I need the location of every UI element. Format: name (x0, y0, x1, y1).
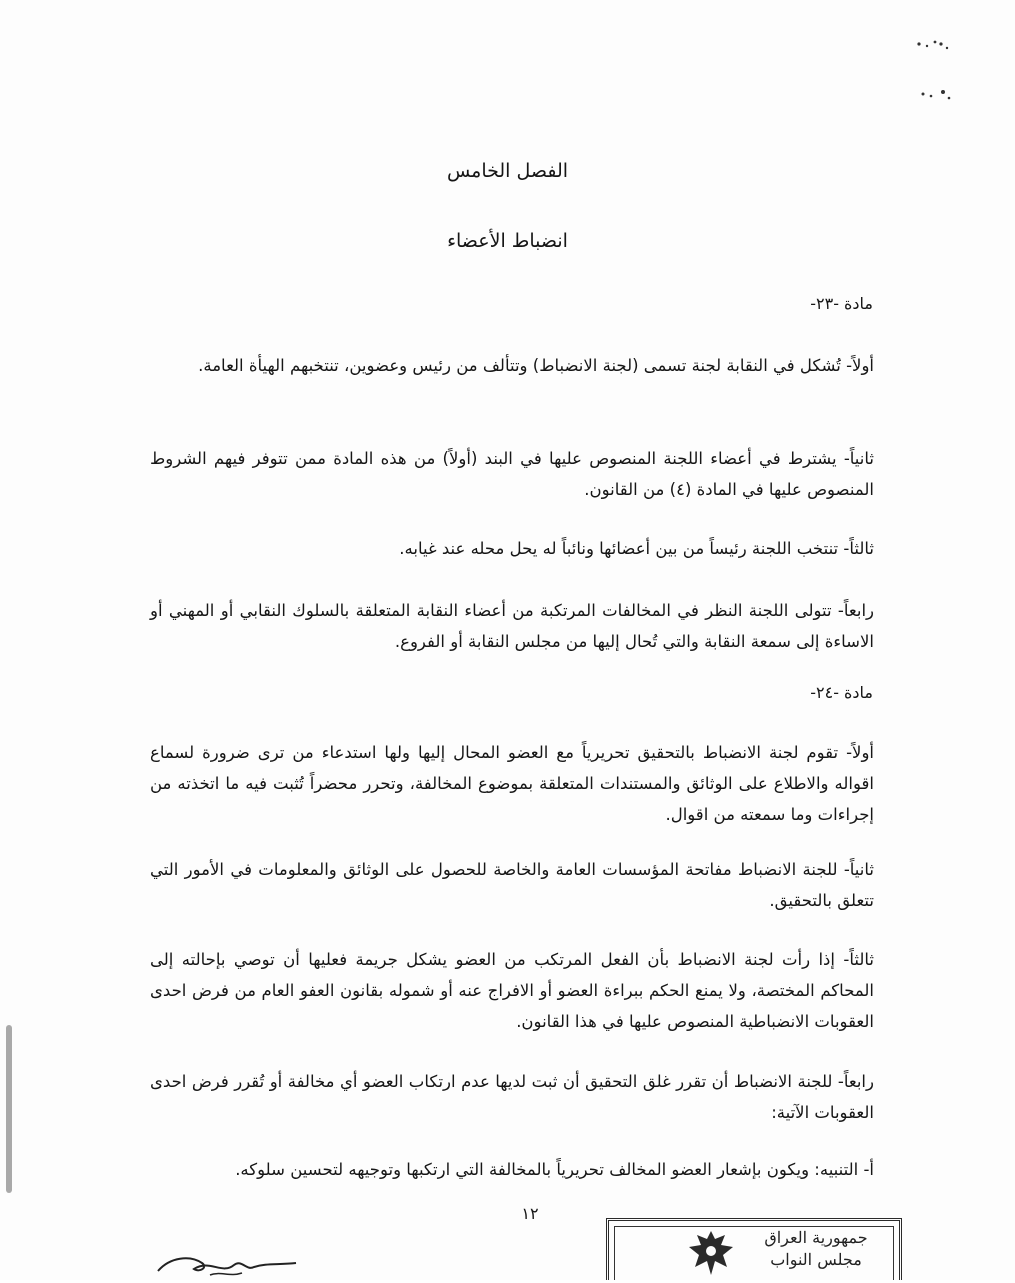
section-title: انضباط الأعضاء (447, 230, 568, 252)
article-24-paragraph-3: ثالثاً- إذا رأت لجنة الانضباط بأن الفعل المرتكب من العضو يشكل جريمة فعليها أن توصي بإحالته إلى المحاكم المختصة، ولا يمنع الحكم ببراءة العضو أو الافراج عنه أو شموله بقانون العفو العام من فرض احدى العقوبات الانضباطية المنصوص عليها في هذا القانون. (150, 950, 874, 1031)
article-24-label: مادة -٢٤- (810, 683, 873, 702)
article-24-paragraph-5: أ- التنبيه: ويكون بإشعار العضو المخالف تحريرياً بالمخالفة التي ارتكبها وتوجيهه لتحسين سلوكه. (235, 1160, 874, 1179)
seal-line-2: مجلس النواب (770, 1250, 862, 1269)
article-23-paragraph-3: ثالثاً- تنتخب اللجنة رئيساً من بين أعضائها ونائباً له يحل محله عند غيابه. (399, 539, 874, 558)
handwritten-signature (150, 1245, 300, 1280)
article-24-paragraph-4: رابعاً- للجنة الانضباط أن تقرر غلق التحقيق أن ثبت لديها عدم ارتكاب العضو أي مخالفة أو تُقرر فرض احدى العقوبات الآتية: (150, 1072, 874, 1122)
seal-line-1: جمهورية العراق (764, 1228, 868, 1247)
scan-specks (913, 36, 953, 106)
page-number: ١٢ (521, 1204, 539, 1223)
article-24-paragraph-2: ثانياً- للجنة الانضباط مفاتحة المؤسسات العامة والخاصة للحصول على الوثائق والمعلومات في الأمور التي تتعلق بالتحقيق. (150, 860, 874, 910)
seal-text (741, 1227, 891, 1271)
chapter-title: الفصل الخامس (446, 160, 569, 182)
eagle-emblem-icon (681, 1225, 741, 1283)
article-23-label: مادة -٢٣- (810, 294, 873, 313)
article-23-paragraph-4: رابعاً- تتولى اللجنة النظر في المخالفات المرتكبة من أعضاء النقابة المتعلقة بالسلوك النقابي أو المهني أو الاساءة إلى سمعة النقابة والتي تُحال إليها من مجلس النقابة أو الفروع. (150, 601, 874, 651)
official-seal (606, 1218, 902, 1280)
article-23-paragraph-2: ثانياً- يشترط في أعضاء اللجنة المنصوص عليها في البند (أولاً) من هذه المادة ممن تتوفر فيهم الشروط المنصوص عليها في المادة (٤) من القانون. (150, 449, 874, 499)
scrollbar-thumb[interactable] (6, 1025, 12, 1193)
article-23-paragraph-1: أولاً- تُشكل في النقابة لجنة تسمى (لجنة الانضباط) وتتألف من رئيس وعضوين، تنتخبهم الهيأة العامة. (198, 356, 874, 375)
article-24-paragraph-1: أولاً- تقوم لجنة الانضباط بالتحقيق تحريرياً مع العضو المحال إليها ولها استدعاء من ترى ضرورة لسماع اقواله والاطلاع على الوثائق والمستندات المتعلقة بموضوع المخالفة، وتحرر محضراً تُثبت فيه ما اتخذته من إجراءات وما سمعته من اقوال. (150, 743, 874, 824)
